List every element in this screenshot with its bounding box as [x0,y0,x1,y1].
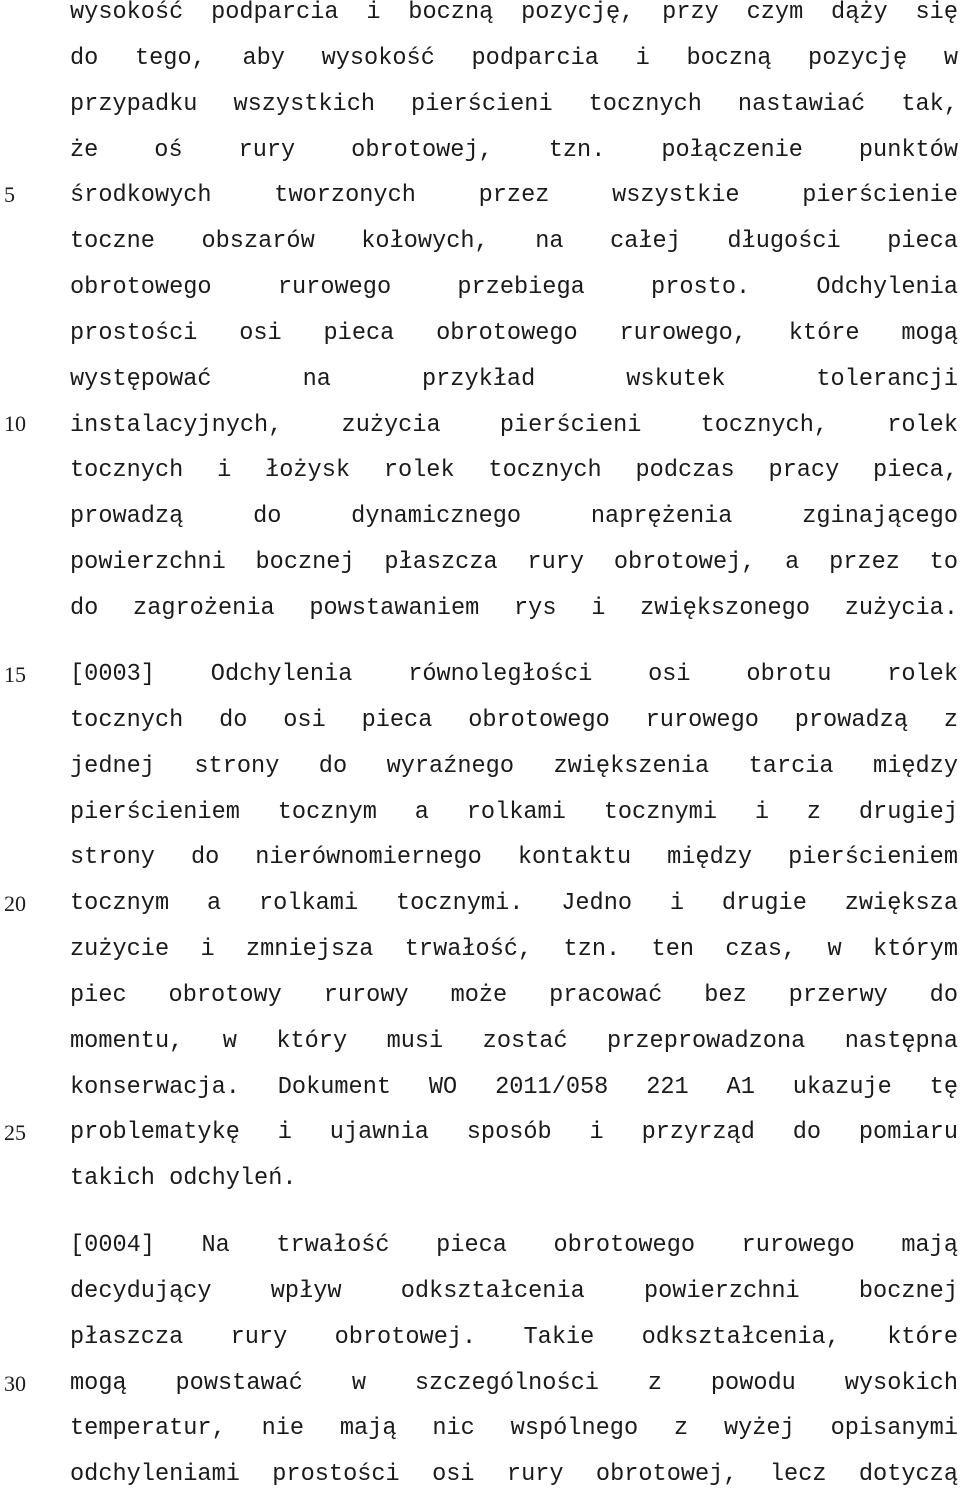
text-line: tocznym a rolkami tocznymi. Jedno i drugie zwiększa [70,890,958,918]
text-line: pierścieniem tocznym a rolkami tocznymi i z drugiej [70,798,958,826]
paragraph-0003 [70,660,958,1210]
line-number: 30 [4,1371,26,1396]
text-line: piec obrotowy rurowy może pracować bez przerwy do [70,981,958,1009]
line-number: 5 [4,182,15,207]
text-line: płaszcza rury obrotowej. Takie odkształcenia, które [70,1323,958,1351]
text-line: prowadzą do dynamicznego naprężenia zginającego [70,503,958,531]
text-line: problematykę i ujawnia sposób i przyrząd do pomiaru [70,1119,958,1147]
text-line: prostości osi pieca obrotowego rurowego, które mogą [70,319,958,347]
text-line: [0003] Odchylenia równoległości osi obrotu rolek [70,661,958,688]
text-line: toczne obszarów kołowych, na całej długości pieca [70,228,958,256]
line-number-column [0,0,60,1490]
text-line: [0004] Na trwałość pieca obrotowego rurowego mają [70,1232,958,1259]
text-line: że oś rury obrotowej, tzn. połączenie punktów [70,136,958,164]
text-line: środkowych tworzonych przez wszystkie pierścienie [70,182,958,210]
text-line: odchyleniami prostości osi rury obrotowej, lecz dotyczą [70,1461,958,1489]
paragraph-continuation [70,0,958,640]
text-line: jednej strony do wyraźnego zwiększenia tarcia między [70,752,958,780]
text-line: mogą powstawać w szczególności z powodu wysokich [70,1369,958,1397]
line-number: 20 [4,891,26,916]
line-number: 10 [4,411,26,436]
text-line: występować na przykład wskutek tolerancji [70,365,958,393]
text-line: strony do nierównomiernego kontaktu między pierścieniem [70,844,958,872]
text-line: wysokość podparcia i boczną pozycję, przy czym dąży się [70,0,958,26]
text-line: do zagrożenia powstawaniem rys i zwiększonego zużycia. [70,594,958,622]
paragraph-0004 [70,1231,958,1506]
text-line: tocznych do osi pieca obrotowego rurowego prowadzą z [70,706,958,734]
text-line: do tego, aby wysokość podparcia i boczną pozycję w [70,44,958,72]
text-line: instalacyjnych, zużycia pierścieni tocznych, rolek [70,411,958,439]
line-number: 25 [4,1120,26,1145]
text-line: decydujący wpływ odkształcenia powierzchni bocznej [70,1277,958,1305]
text-line: tocznych i łożysk rolek tocznych podczas pracy pieca, [70,457,958,485]
text-line: powierzchni bocznej płaszcza rury obrotowej, a przez to [70,549,958,577]
text-line: konserwacja. Dokument WO 2011/058 221 A1 ukazuje tę [70,1073,958,1101]
text-line: momentu, w który musi zostać przeprowadzona następna [70,1027,958,1055]
text-line: przypadku wszystkich pierścieni tocznych nastawiać tak, [70,90,958,118]
line-number: 15 [4,662,26,687]
text-line: obrotowego rurowego przebiega prosto. Odchylenia [70,274,958,302]
text-line: takich odchyleń. [70,1165,297,1193]
text-line: zużycie i zmniejsza trwałość, tzn. ten czas, w którym [70,936,958,964]
text-line: temperatur, nie mają nic wspólnego z wyżej opisanymi [70,1415,958,1443]
